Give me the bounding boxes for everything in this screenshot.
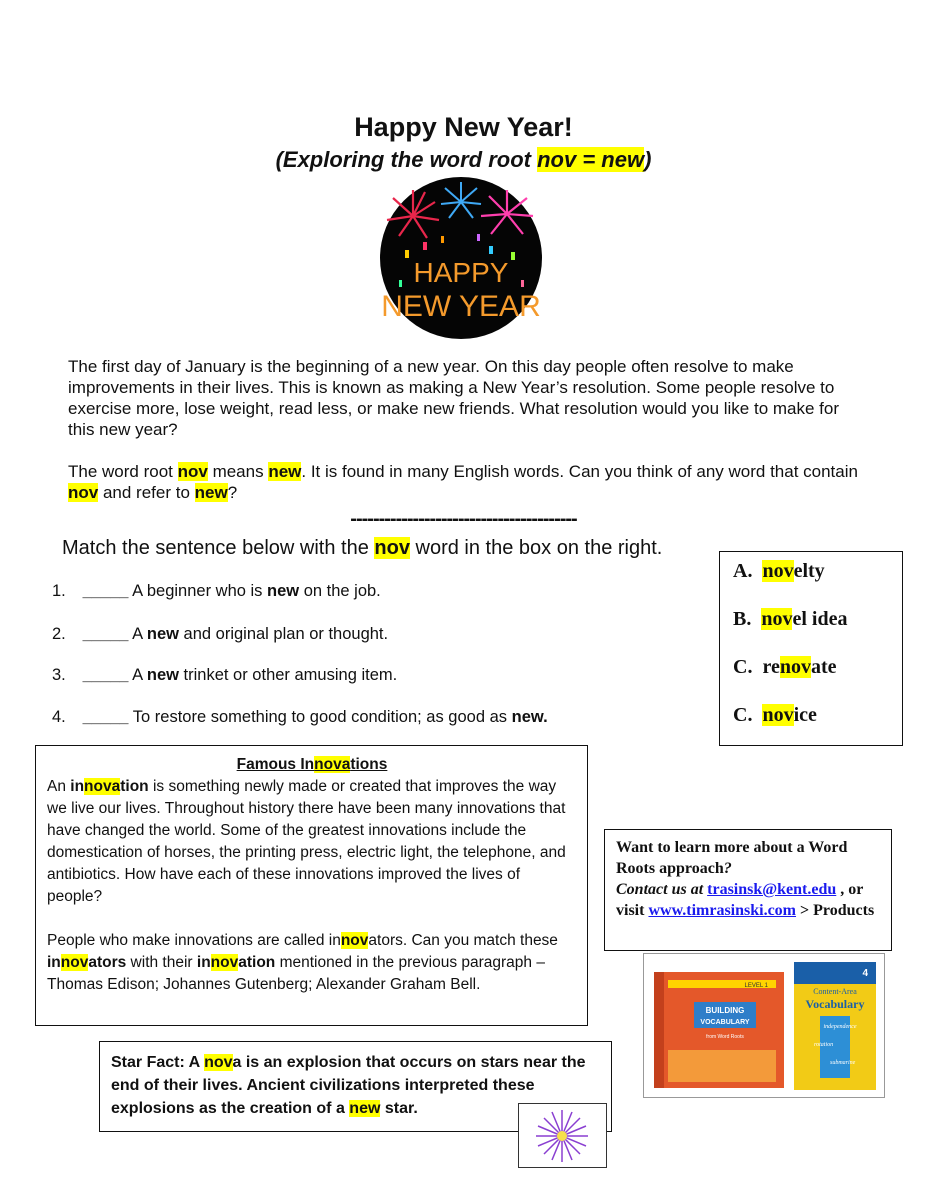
email-link[interactable]: trasinsk@kent.edu	[707, 881, 837, 898]
promo-text: Contact us at	[616, 881, 708, 898]
bold-text: ation	[238, 954, 276, 971]
bold-text: ators	[88, 954, 127, 971]
p2-text: ?	[227, 483, 238, 502]
book1-title: VOCABULARY	[700, 1019, 750, 1026]
question-bold: new.	[511, 708, 548, 726]
highlight: nov	[60, 954, 89, 971]
option-text: el idea	[792, 608, 848, 630]
famous-innovations-box	[35, 745, 588, 1026]
p2-highlight-nov: nov	[177, 462, 208, 481]
option-letter: C.	[733, 704, 753, 726]
question-bold: new	[146, 666, 179, 684]
book-covers-image	[643, 953, 885, 1098]
text: An	[47, 778, 71, 795]
p2-highlight-new: new	[268, 462, 302, 481]
logo-text-new-year: NEW YEAR	[381, 290, 541, 323]
question-text: and original plan or thought.	[178, 625, 389, 643]
match-instructions	[62, 537, 662, 560]
innovations-paragraph-1	[47, 776, 577, 908]
book2-word: independence	[823, 1024, 857, 1030]
answer-blank[interactable]: _____	[82, 625, 129, 643]
option-highlight: nov	[762, 704, 794, 726]
option-text: re	[762, 656, 780, 678]
highlight: nov	[204, 1054, 233, 1071]
book1-level: LEVEL 1	[744, 983, 768, 989]
innovations-title	[47, 754, 577, 776]
promo-text: , or visit	[616, 881, 864, 919]
nova-starburst-icon	[518, 1103, 607, 1168]
subtitle-post: )	[644, 147, 652, 172]
text: mentioned in the previous paragraph – Thomas Edison; Johannes Gutenberg; Alexander Graham Bell.	[47, 954, 545, 993]
text: ators. Can you match these	[368, 932, 558, 949]
text: is something newly made or created that improves the way we live our lives. Throughout history there have been many innovations that have changed the world. Some of the greatest innovations include the domestication of horses, the printing press, electric light, the telephone, and antibiotics. How have each of these innovations improved the lives of people?	[47, 778, 566, 905]
option-letter: B.	[733, 608, 752, 630]
text: People who make innovations are called in	[47, 932, 341, 949]
option-text: elty	[793, 560, 825, 582]
logo-text-happy: HAPPY	[413, 257, 509, 288]
bold-text: in	[196, 954, 211, 971]
answer-option	[733, 560, 825, 583]
book2-word: rotation	[814, 1042, 834, 1048]
answer-options-box	[719, 551, 903, 746]
book1-title: BUILDING	[705, 1006, 745, 1015]
question-item	[52, 582, 381, 601]
question-number: 4.	[52, 708, 66, 726]
answer-blank[interactable]: _____	[82, 708, 129, 726]
question-item	[52, 625, 388, 644]
text: Star Fact: A	[111, 1054, 205, 1071]
question-item	[52, 666, 397, 685]
question-text: A	[132, 666, 147, 684]
word-roots-promo-box	[604, 829, 892, 951]
building-vocabulary-book	[654, 972, 784, 1088]
promo-text: ?	[723, 860, 732, 877]
subtitle-highlight: nov = new	[537, 147, 645, 172]
book2-title: Vocabulary	[805, 997, 865, 1011]
title-text: Famous In	[236, 756, 315, 773]
option-text: ice	[793, 704, 817, 726]
highlight: new	[349, 1100, 381, 1117]
page-subtitle	[0, 147, 927, 173]
title-text: tions	[350, 756, 388, 773]
text: with their	[126, 954, 197, 971]
question-number: 1.	[52, 582, 66, 600]
question-text: A	[132, 625, 147, 643]
p2-text: means	[207, 462, 269, 481]
highlight: nova	[84, 778, 121, 795]
option-highlight: nov	[779, 656, 811, 678]
text: star.	[380, 1100, 418, 1117]
book2-title: Content-Area	[813, 987, 857, 996]
question-text: To restore something to good condition; as good as	[132, 708, 512, 726]
bold-text: in	[70, 778, 85, 795]
page-title: Happy New Year!	[354, 112, 573, 142]
dashed-divider: ----------------------------------------	[350, 508, 577, 530]
content-area-vocabulary-book	[794, 962, 876, 1090]
answer-blank[interactable]: _____	[82, 582, 129, 600]
question-text: on the job.	[299, 582, 381, 600]
option-letter: A.	[733, 560, 753, 582]
option-highlight: nov	[762, 560, 794, 582]
text: a is an explosion that occurs on stars near the end of their lives. Ancient civilizations interpreted these explosions as the creation of a	[111, 1054, 586, 1117]
answer-option	[733, 704, 817, 727]
book1-subtitle: from Word Roots	[706, 1034, 744, 1040]
question-number: 2.	[52, 625, 66, 643]
p2-highlight-new: new	[194, 483, 228, 502]
question-item	[52, 708, 548, 727]
promo-text: > Products	[796, 902, 875, 919]
bold-text: tion	[120, 778, 149, 795]
question-text: A beginner who is	[132, 582, 268, 600]
option-text: ate	[810, 656, 837, 678]
answer-blank[interactable]: _____	[82, 666, 129, 684]
answer-option	[733, 608, 847, 631]
happy-new-year-logo	[369, 176, 554, 341]
highlight: nov	[340, 932, 369, 949]
p2-text: . It is found in many English words. Can you think of any word that contain	[301, 462, 858, 481]
intro-paragraph-2	[68, 461, 868, 503]
question-bold: new	[267, 582, 300, 600]
question-text: trinket or other amusing item.	[178, 666, 398, 684]
p2-text: and refer to	[98, 483, 195, 502]
book2-number: 4	[862, 968, 868, 979]
p2-highlight-nov: nov	[68, 483, 99, 502]
promo-text: Want to learn more about a Word Roots approach	[616, 839, 848, 877]
question-bold: new	[146, 625, 179, 643]
question-number: 3.	[52, 666, 66, 684]
match-highlight: nov	[374, 537, 410, 559]
match-text: Match the sentence below with the	[62, 537, 375, 559]
answer-option	[733, 656, 837, 679]
intro-paragraph-1: The first day of January is the beginning of a new year. On this day people often resolve to make improvements in their lives. This is known as making a New Year’s resolution. Some people resolve to exercise more, lose weight, read less, or make new friends. What resolution would you like to make for this new year?	[68, 357, 840, 439]
innovations-paragraph-2	[47, 930, 577, 996]
highlight: nov	[210, 954, 239, 971]
option-letter: C.	[733, 656, 753, 678]
website-link[interactable]: www.timrasinski.com	[648, 902, 797, 919]
option-highlight: nov	[761, 608, 793, 630]
book2-word: submarine	[830, 1060, 856, 1066]
match-text: word in the box on the right.	[409, 537, 663, 559]
title-highlight: nova	[314, 756, 351, 773]
bold-text: in	[47, 954, 61, 971]
p2-text: The word root	[68, 462, 178, 481]
subtitle-pre: (Exploring the word root	[275, 147, 538, 172]
